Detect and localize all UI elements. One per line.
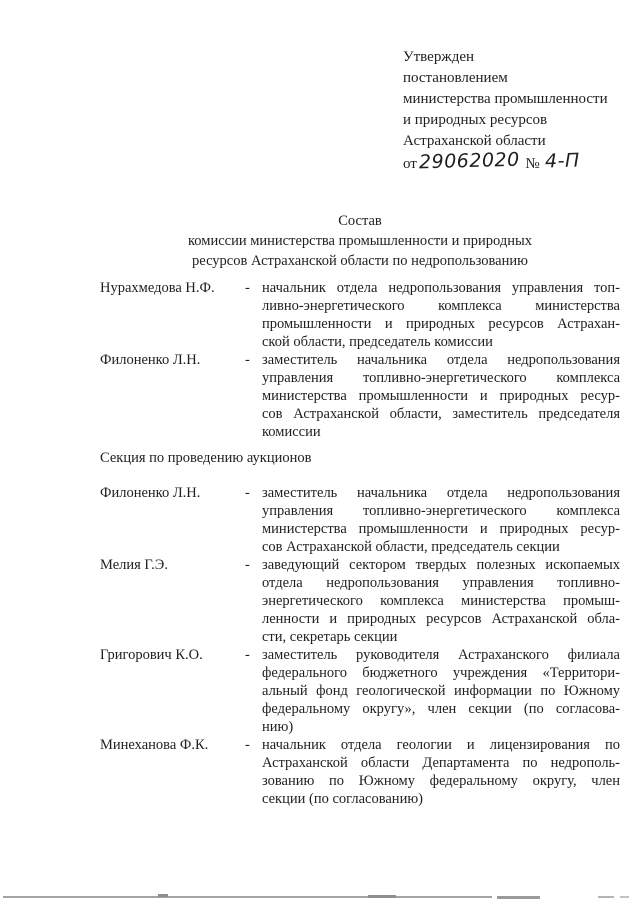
member-name: Филоненко Л.Н. (100, 352, 201, 368)
approval-line: министерства промышленности (403, 91, 608, 107)
approval-date-line (403, 148, 628, 175)
role-line: федерального бюджетного учреждения «Территори- (262, 665, 620, 681)
role-line: министерства промышленности и природных ресур- (262, 521, 620, 537)
member-separator: - (245, 557, 250, 573)
member-row (100, 646, 620, 736)
section-heading: Секция по проведению аукционов (100, 450, 312, 466)
role-line: ленности и природных ресурсов Астраханской обла- (262, 611, 620, 627)
role-line: управления топливно-энергетического комплекса (262, 370, 620, 386)
member-row (100, 351, 620, 441)
role-line: нию) (262, 719, 294, 735)
member-separator: - (245, 737, 250, 753)
role-line: сов Астраханской области, председатель секции (262, 539, 560, 555)
title-line: ресурсов Астраханской области по недропользованию (192, 253, 528, 269)
member-row (100, 484, 620, 556)
member-name: Григорович К.О. (100, 647, 203, 663)
auction-section-members-list (100, 484, 620, 808)
member-row (100, 556, 620, 646)
role-line: сов Астраханской области, заместитель председателя (262, 406, 620, 422)
handwritten-number: 4-П (545, 149, 581, 173)
role-line: заведующий сектором твердых полезных ископаемых (262, 557, 620, 573)
member-role (262, 736, 620, 808)
member-role (262, 351, 620, 441)
member-separator: - (245, 280, 250, 296)
handwritten-date: 29062020 (418, 148, 520, 174)
role-line: комиссии (262, 424, 321, 440)
scan-artifact-line (368, 895, 396, 898)
role-line: заместитель руководителя Астраханского филиала (262, 647, 620, 663)
role-line: министерства промышленности и природных ресур- (262, 388, 620, 404)
member-role (262, 556, 620, 646)
approval-block (403, 47, 628, 175)
scan-artifact-line (158, 894, 168, 897)
title-line: комиссии министерства промышленности и природных (187, 233, 533, 249)
role-line: сти, секретарь секции (262, 629, 398, 645)
scan-artifact-line (620, 896, 629, 898)
role-line: федеральному округу», член секции (по согласова- (262, 701, 620, 717)
member-role (262, 484, 620, 556)
role-line: заместитель начальника отдела недропользования (262, 485, 620, 501)
date-prefix-label: от (403, 156, 417, 172)
scan-artifact-line (598, 896, 614, 898)
member-role (262, 279, 620, 351)
role-line: зованию по Южному федеральному округу, член (262, 773, 620, 789)
members-content (100, 279, 620, 808)
member-separator: - (245, 485, 250, 501)
role-line: промышленности и природных ресурсов Астрахан- (262, 316, 620, 332)
commission-members-list (100, 279, 620, 441)
role-line: управления топливно-энергетического комплекса (262, 503, 620, 519)
role-line: отдела недропользования управления топливно- (262, 575, 620, 591)
scan-artifact-line (497, 896, 540, 899)
approval-line: и природных ресурсов (403, 112, 548, 128)
approval-line: Утвержден (403, 49, 475, 65)
role-line: Астраханской области Департамента по недрополь- (262, 755, 620, 771)
member-name: Мелия Г.Э. (100, 557, 168, 573)
role-line: альный фонд геологической информации по Южному (262, 683, 620, 699)
member-name: Минеханова Ф.К. (100, 737, 209, 753)
member-separator: - (245, 647, 250, 663)
member-row (100, 279, 620, 351)
document-title (100, 211, 620, 271)
approval-line: постановлением (403, 70, 508, 86)
approval-line: Астраханской области (403, 133, 546, 149)
role-line: ливно-энергетического комплекса министерства (262, 298, 620, 314)
member-name: Нурахмедова Н.Ф. (100, 280, 215, 296)
role-line: заместитель начальника отдела недропользования (262, 352, 620, 368)
role-line: секции (по согласованию) (262, 791, 423, 807)
title-line: Состав (338, 213, 382, 229)
role-line: начальник отдела недропользования управления топ- (262, 280, 620, 296)
role-line: начальник отдела геологии и лицензирования по (262, 737, 620, 753)
role-line: ской области, председатель комиссии (262, 334, 493, 350)
member-name: Филоненко Л.Н. (100, 485, 201, 501)
number-sign: № (525, 156, 540, 172)
member-role (262, 646, 620, 736)
role-line: энергетического комплекса министерства промыш- (262, 593, 620, 609)
member-separator: - (245, 352, 250, 368)
scan-artifact-line (3, 896, 492, 898)
member-row (100, 736, 620, 808)
